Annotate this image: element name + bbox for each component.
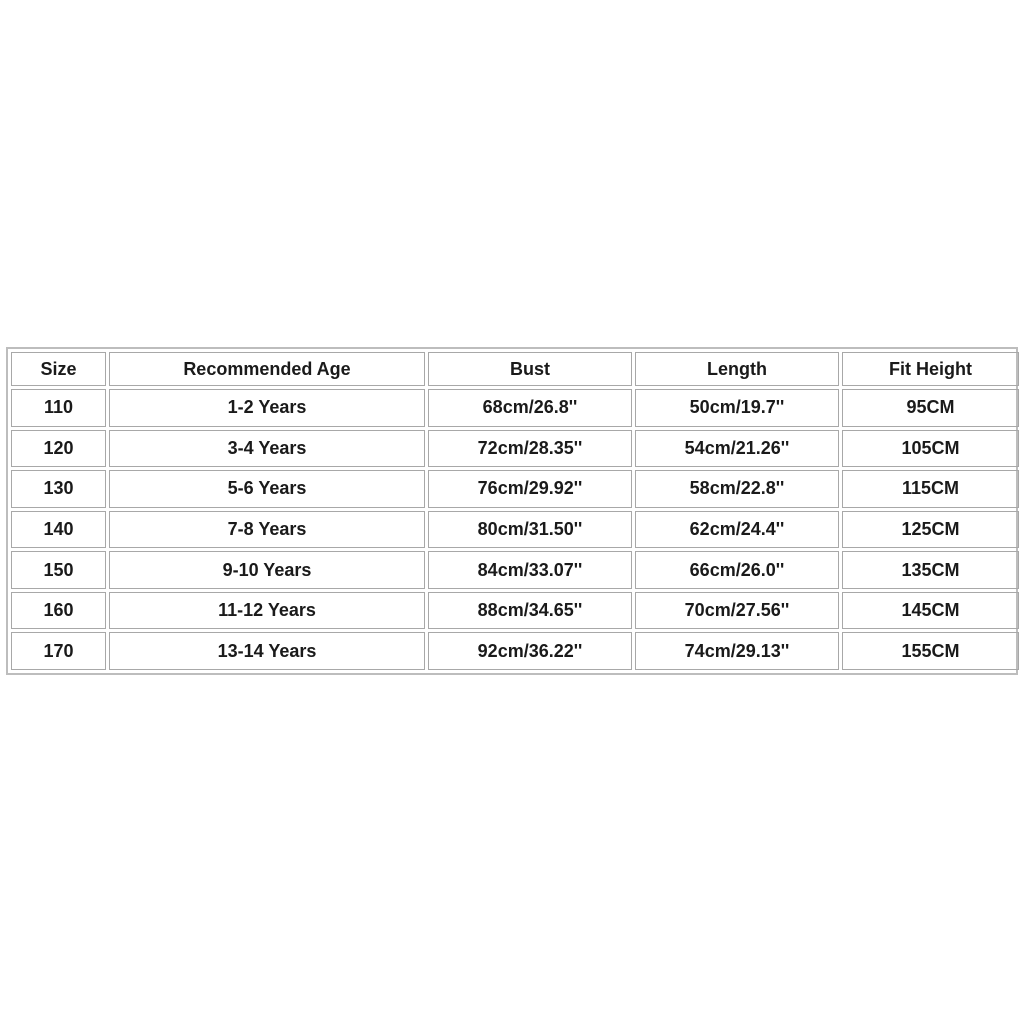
table-row bbox=[11, 551, 1019, 589]
table-row bbox=[11, 592, 1019, 630]
size-chart-table bbox=[8, 349, 1022, 673]
cell-fit-height: 145CM bbox=[842, 592, 1019, 630]
cell-size: 120 bbox=[11, 430, 106, 468]
cell-bust: 92cm/36.22'' bbox=[428, 632, 632, 670]
cell-fit-height: 105CM bbox=[842, 430, 1019, 468]
cell-length: 66cm/26.0'' bbox=[635, 551, 839, 589]
header-bust: Bust bbox=[428, 352, 632, 386]
table-row bbox=[11, 470, 1019, 508]
cell-bust: 76cm/29.92'' bbox=[428, 470, 632, 508]
cell-fit-height: 155CM bbox=[842, 632, 1019, 670]
cell-fit-height: 135CM bbox=[842, 551, 1019, 589]
cell-length: 58cm/22.8'' bbox=[635, 470, 839, 508]
cell-length: 74cm/29.13'' bbox=[635, 632, 839, 670]
cell-age: 11-12 Years bbox=[109, 592, 425, 630]
cell-size: 170 bbox=[11, 632, 106, 670]
cell-length: 70cm/27.56'' bbox=[635, 592, 839, 630]
table-row bbox=[11, 389, 1019, 427]
cell-size: 150 bbox=[11, 551, 106, 589]
cell-length: 54cm/21.26'' bbox=[635, 430, 839, 468]
table-header-row bbox=[11, 352, 1019, 386]
cell-size: 110 bbox=[11, 389, 106, 427]
cell-age: 13-14 Years bbox=[109, 632, 425, 670]
table-row bbox=[11, 632, 1019, 670]
cell-fit-height: 95CM bbox=[842, 389, 1019, 427]
cell-size: 130 bbox=[11, 470, 106, 508]
cell-age: 3-4 Years bbox=[109, 430, 425, 468]
cell-age: 9-10 Years bbox=[109, 551, 425, 589]
cell-bust: 72cm/28.35'' bbox=[428, 430, 632, 468]
cell-bust: 80cm/31.50'' bbox=[428, 511, 632, 549]
cell-size: 160 bbox=[11, 592, 106, 630]
header-recommended-age: Recommended Age bbox=[109, 352, 425, 386]
cell-size: 140 bbox=[11, 511, 106, 549]
cell-age: 7-8 Years bbox=[109, 511, 425, 549]
cell-fit-height: 125CM bbox=[842, 511, 1019, 549]
cell-length: 62cm/24.4'' bbox=[635, 511, 839, 549]
header-fit-height: Fit Height bbox=[842, 352, 1019, 386]
header-length: Length bbox=[635, 352, 839, 386]
cell-bust: 68cm/26.8'' bbox=[428, 389, 632, 427]
table-row bbox=[11, 511, 1019, 549]
cell-age: 1-2 Years bbox=[109, 389, 425, 427]
header-size: Size bbox=[11, 352, 106, 386]
cell-bust: 84cm/33.07'' bbox=[428, 551, 632, 589]
size-chart bbox=[6, 347, 1018, 675]
cell-bust: 88cm/34.65'' bbox=[428, 592, 632, 630]
table-row bbox=[11, 430, 1019, 468]
cell-length: 50cm/19.7'' bbox=[635, 389, 839, 427]
cell-age: 5-6 Years bbox=[109, 470, 425, 508]
cell-fit-height: 115CM bbox=[842, 470, 1019, 508]
